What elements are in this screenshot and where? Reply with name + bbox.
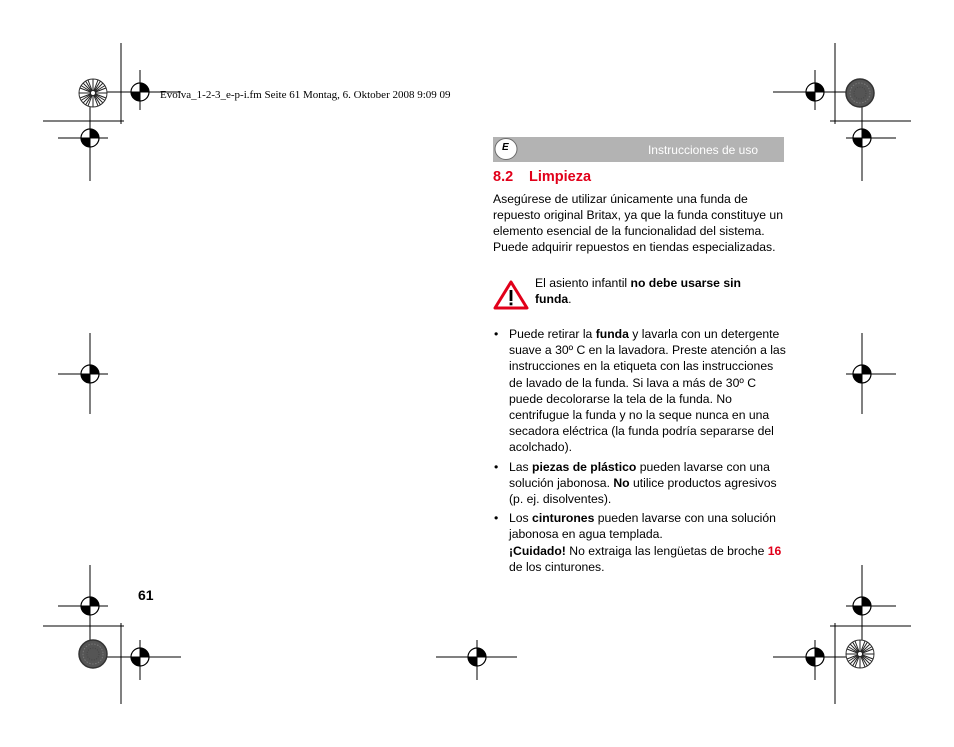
bullet-list xyxy=(493,326,788,578)
section-title: Limpieza xyxy=(529,169,592,185)
section-banner xyxy=(493,137,784,162)
list-item-text: Las piezas de plástico pueden lavarse con una solución jabonosa. No utilice productos agresivos (p. ej. disolventes). xyxy=(509,459,777,507)
warning-triangle-icon xyxy=(493,280,529,310)
part-reference-number: 16 xyxy=(767,543,782,558)
warning-text: El asiento infantil no debe usarse sin funda. xyxy=(535,276,741,306)
banner-title: Instrucciones de uso xyxy=(647,143,758,157)
print-header-info: Evolva_1-2-3_e-p-i.fm Seite 61 Montag, 6. Oktober 2008 9:09 09 xyxy=(160,89,451,101)
bullet-marker: • xyxy=(494,327,499,341)
intro-paragraph: Asegúrese de utilizar únicamente una funda de repuesto original Britax, ya que la funda constituye un elemento esencial de la funcionalidad del sistema. Puede adquirir repuestos en tiendas especializadas. xyxy=(493,192,783,254)
section-number: 8.2 xyxy=(493,169,514,185)
list-item xyxy=(493,510,788,575)
language-code: E xyxy=(502,142,509,153)
page-number: 61 xyxy=(138,587,154,603)
bullet-marker: • xyxy=(494,459,499,474)
list-item-text: Puede retirar la funda y lavarla con un detergente suave a 30º C en la lavadora. Preste atención a las instrucciones en la etiqueta con las instrucciones de lavado de la funda. Si lava a más de 30º C puede decolorarse la tela de la funda. No centrifugue la funda y no la seque nunca en una secadora eléctrica (la funda podría separarse del acolchado). xyxy=(509,327,786,455)
list-item xyxy=(493,326,788,456)
list-item-text: Los cinturones pueden lavarse con una solución jabonosa en agua templada. ¡Cuidado! No extraiga las lengüetas de broche 16 de los cinturones. xyxy=(509,511,782,574)
list-item xyxy=(493,459,788,508)
section-heading xyxy=(493,169,591,185)
bullet-marker: • xyxy=(494,511,499,526)
